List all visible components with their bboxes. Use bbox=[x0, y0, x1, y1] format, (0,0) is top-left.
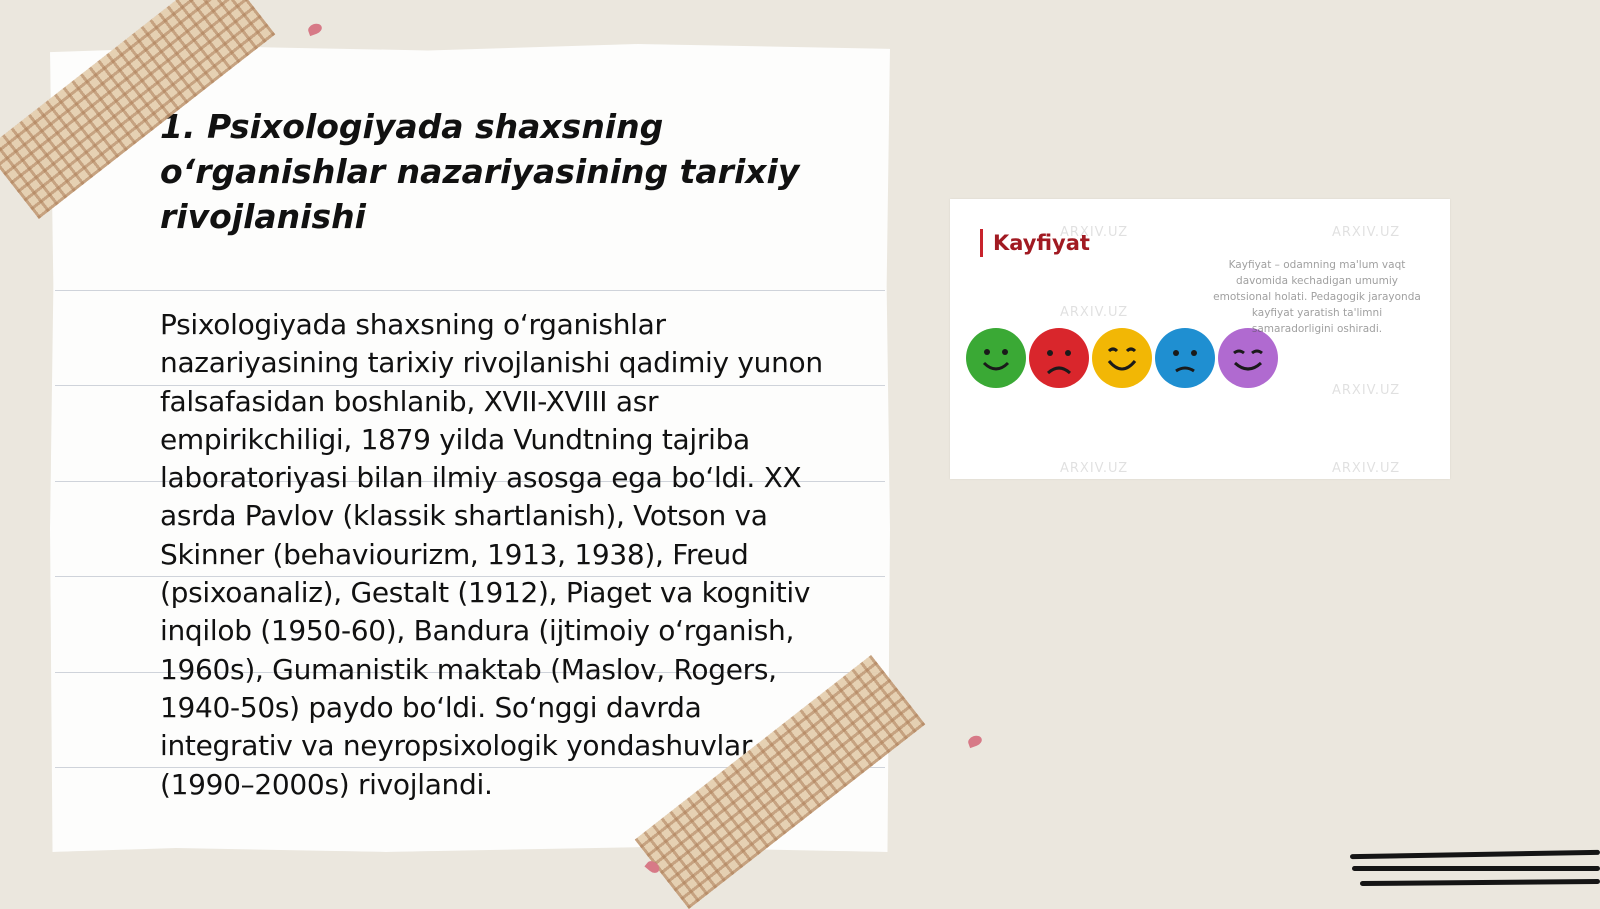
smiling-face-icon bbox=[1091, 327, 1153, 389]
happy-face-icon bbox=[965, 327, 1027, 389]
slide-title: 1. Psixologiyada shaxsning o‘rganishlar nazariyasining tarixiy rivojlanishi bbox=[160, 107, 800, 236]
watermark: ARXIV.UZ bbox=[1332, 461, 1401, 476]
pin-icon bbox=[967, 734, 984, 748]
pin-icon bbox=[307, 22, 324, 36]
watermark: ARXIV.UZ bbox=[1332, 225, 1401, 240]
worried-face-icon bbox=[1154, 327, 1216, 389]
watermark: ARXIV.UZ bbox=[1332, 383, 1401, 398]
decorative-stroke bbox=[1352, 866, 1600, 871]
emoji-ball-green bbox=[965, 327, 1027, 389]
sad-face-icon bbox=[1028, 327, 1090, 389]
picture-caption-text: Kayfiyat – odamning ma'lum vaqt davomida kechadigan umumiy emotsional holati. Pedagogik jarayonda kayfiyat yaratish ta'limni samaradorligini oshiradi. bbox=[1213, 259, 1421, 335]
slide-body-text: Psixologiyada shaxsning o‘rganishlar nazariyasining tarixiy rivojlanishi qadimiy yunon falsafasidan boshlanib, XVII-XVIII asr empirikchiligi, 1879 yilda Vundtning tajriba laboratoriyasi bilan ilmiy asosga ega bo‘ldi. XX asrda Pavlov (klassik shartlanish), Votson va Skinner (behaviourizm, 1913, 1938), Freud (psixoanaliz), Gestalt (1912), Piaget va kognitiv inqilob (1950-60), Bandura (ijtimoiy o‘rganish, 1960s), Gumanistik maktab (Maslov, Rogers, 1940-50s) paydo bo‘ldi. So‘nggi davrda integrativ va neyropsixologik yondashuvlar (1990–2000s) rivojlandi. bbox=[160, 308, 823, 801]
watermark: ARXIV.UZ bbox=[1060, 305, 1129, 320]
watermark: ARXIV.UZ bbox=[1060, 225, 1129, 240]
emoji-ball-red bbox=[1028, 327, 1090, 389]
decorative-stroke bbox=[1350, 850, 1600, 859]
mood-picture bbox=[950, 199, 1450, 479]
picture-title: Kayfiyat bbox=[980, 229, 1090, 257]
watermark: ARXIV.UZ bbox=[1060, 461, 1129, 476]
emoji-ball-yellow bbox=[1091, 327, 1153, 389]
decorative-stroke bbox=[1360, 879, 1600, 886]
paper-line bbox=[55, 290, 885, 291]
emoji-ball-blue bbox=[1154, 327, 1216, 389]
